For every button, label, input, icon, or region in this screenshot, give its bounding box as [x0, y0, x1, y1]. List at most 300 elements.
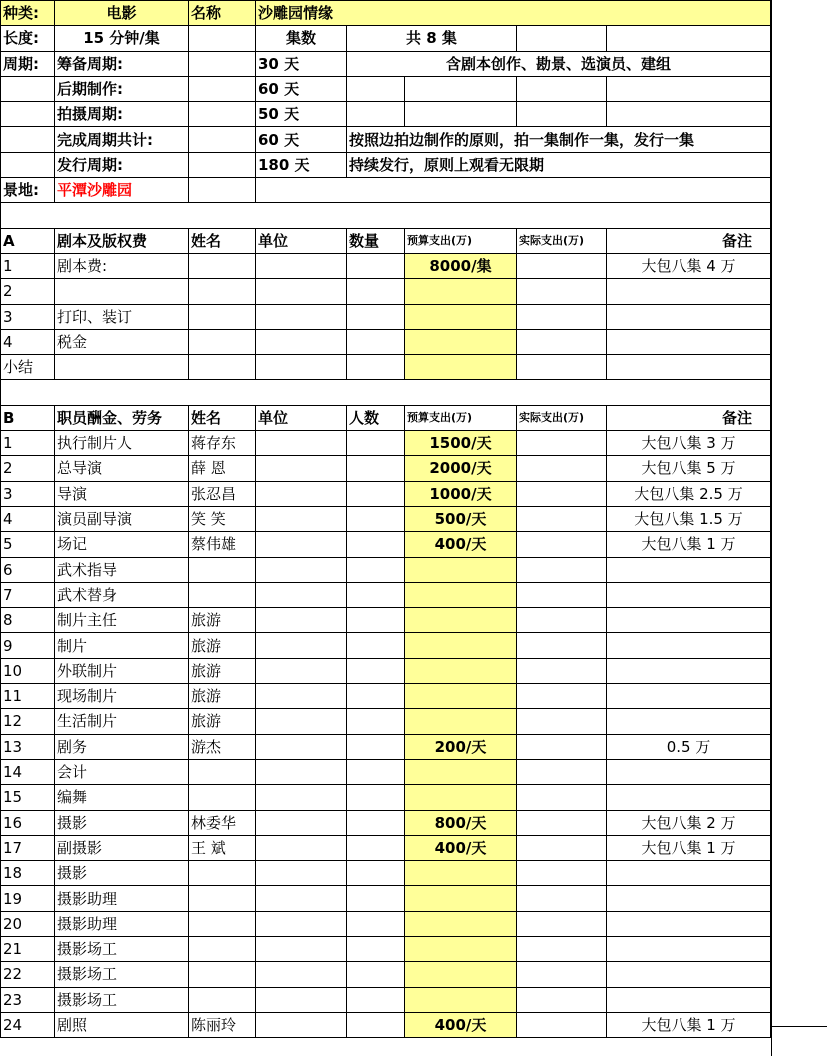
table-row	[1, 936, 771, 961]
row-unit[interactable]	[256, 684, 347, 709]
table-row	[1, 785, 771, 810]
row-count[interactable]	[347, 253, 405, 278]
row-actual[interactable]	[517, 279, 607, 304]
row-actual[interactable]	[517, 911, 607, 936]
row-name[interactable]: 旅游	[189, 684, 256, 709]
row-note[interactable]: 大包八集 2.5 万	[607, 481, 771, 506]
row-name[interactable]	[189, 557, 256, 582]
row-note[interactable]	[607, 304, 771, 329]
row-actual[interactable]	[517, 709, 607, 734]
row-actual[interactable]	[517, 355, 607, 380]
release-label: 发行周期:	[55, 152, 189, 177]
row-name[interactable]: 旅游	[189, 633, 256, 658]
type-row	[1, 1, 771, 26]
post-value[interactable]: 60 天	[256, 76, 347, 101]
row-note[interactable]: 大包八集 1.5 万	[607, 506, 771, 531]
row-budget[interactable]	[405, 355, 517, 380]
row-name[interactable]: 薛 恩	[189, 456, 256, 481]
row-note[interactable]	[607, 355, 771, 380]
row-unit[interactable]	[256, 279, 347, 304]
table-row	[1, 304, 771, 329]
row-number: 4	[1, 506, 55, 531]
type-label: 种类:	[1, 1, 55, 26]
row-note[interactable]	[607, 329, 771, 354]
row-actual[interactable]	[517, 253, 607, 278]
row-name[interactable]: 王 斌	[189, 835, 256, 860]
row-name[interactable]	[189, 759, 256, 784]
table-row	[1, 329, 771, 354]
row-unit[interactable]	[256, 835, 347, 860]
table-row	[1, 962, 771, 987]
row-count[interactable]	[347, 684, 405, 709]
row-count[interactable]	[347, 304, 405, 329]
col-unit-header: 单位	[256, 405, 347, 430]
row-name[interactable]	[189, 962, 256, 987]
table-row	[1, 835, 771, 860]
row-budget[interactable]	[405, 861, 517, 886]
row-actual[interactable]	[517, 304, 607, 329]
row-count[interactable]	[347, 355, 405, 380]
row-name[interactable]: 陈丽玲	[189, 1012, 256, 1037]
row-actual[interactable]	[517, 658, 607, 683]
row-actual[interactable]	[517, 557, 607, 582]
row-count[interactable]	[347, 582, 405, 607]
row-unit[interactable]	[256, 431, 347, 456]
col-budget-header: 预算支出(万)	[405, 405, 517, 430]
row-number: 1	[1, 253, 55, 278]
row-item[interactable]: 剧照	[55, 1012, 189, 1037]
row-unit[interactable]	[256, 253, 347, 278]
row-number: 2	[1, 279, 55, 304]
row-unit[interactable]	[256, 329, 347, 354]
row-count[interactable]	[347, 861, 405, 886]
row-note[interactable]: 0.5 万	[607, 734, 771, 759]
row-budget[interactable]: 200/天	[405, 734, 517, 759]
table-row	[1, 911, 771, 936]
shoot-value[interactable]: 50 天	[256, 102, 347, 127]
table-row	[1, 987, 771, 1012]
row-unit[interactable]	[256, 861, 347, 886]
table-row	[1, 709, 771, 734]
row-name[interactable]: 旅游	[189, 658, 256, 683]
row-number: 6	[1, 557, 55, 582]
row-number: 23	[1, 987, 55, 1012]
col-note-header: 备注	[607, 228, 771, 253]
prep-note[interactable]: 含剧本创作、勘景、选演员、建组	[347, 51, 771, 76]
row-budget[interactable]	[405, 329, 517, 354]
row-budget[interactable]	[405, 684, 517, 709]
row-actual[interactable]	[517, 608, 607, 633]
row-count[interactable]	[347, 633, 405, 658]
row-count[interactable]	[347, 532, 405, 557]
row-budget[interactable]	[405, 658, 517, 683]
row-unit[interactable]	[256, 810, 347, 835]
row-unit[interactable]	[256, 355, 347, 380]
row-count[interactable]	[347, 936, 405, 961]
row-actual[interactable]	[517, 532, 607, 557]
row-item[interactable]: 场记	[55, 532, 189, 557]
row-unit[interactable]	[256, 557, 347, 582]
row-count[interactable]	[347, 431, 405, 456]
row-name[interactable]: 旅游	[189, 709, 256, 734]
period-label: 周期:	[1, 51, 55, 76]
row-item[interactable]: 摄影	[55, 861, 189, 886]
col-note-header: 备注	[607, 405, 771, 430]
table-row	[1, 532, 771, 557]
row-number: 18	[1, 861, 55, 886]
row-item[interactable]: 摄影助理	[55, 886, 189, 911]
row-budget[interactable]: 400/天	[405, 532, 517, 557]
row-unit[interactable]	[256, 304, 347, 329]
row-name[interactable]: 旅游	[189, 608, 256, 633]
table-row	[1, 582, 771, 607]
row-name[interactable]	[189, 861, 256, 886]
row-count[interactable]	[347, 481, 405, 506]
row-item[interactable]	[55, 355, 189, 380]
row-unit[interactable]	[256, 785, 347, 810]
row-budget[interactable]	[405, 785, 517, 810]
row-name[interactable]: 蒋存东	[189, 431, 256, 456]
row-note[interactable]	[607, 684, 771, 709]
row-count[interactable]	[347, 962, 405, 987]
row-item[interactable]: 税金	[55, 329, 189, 354]
col-actual-header: 实际支出(万)	[517, 405, 607, 430]
location-value[interactable]: 平潭沙雕园	[55, 178, 189, 203]
row-number: 20	[1, 911, 55, 936]
row-note[interactable]	[607, 987, 771, 1012]
row-item[interactable]: 摄影助理	[55, 911, 189, 936]
row-budget[interactable]: 400/天	[405, 835, 517, 860]
row-unit[interactable]	[256, 962, 347, 987]
row-note[interactable]	[607, 911, 771, 936]
row-actual[interactable]	[517, 329, 607, 354]
row-budget[interactable]	[405, 936, 517, 961]
prep-label: 筹备周期:	[55, 51, 189, 76]
row-budget[interactable]	[405, 633, 517, 658]
post-row	[1, 76, 771, 101]
row-name[interactable]	[189, 911, 256, 936]
row-count[interactable]	[347, 810, 405, 835]
row-unit[interactable]	[256, 582, 347, 607]
row-name[interactable]	[189, 987, 256, 1012]
section-a-title: 剧本及版权费	[55, 228, 189, 253]
row-number: 17	[1, 835, 55, 860]
table-row	[1, 355, 771, 380]
row-item[interactable]: 摄影场工	[55, 962, 189, 987]
row-item[interactable]	[55, 279, 189, 304]
row-budget[interactable]	[405, 709, 517, 734]
row-unit[interactable]	[256, 911, 347, 936]
total-value[interactable]: 60 天	[256, 127, 347, 152]
row-note[interactable]	[607, 658, 771, 683]
row-note[interactable]: 大包八集 1 万	[607, 532, 771, 557]
row-count[interactable]	[347, 759, 405, 784]
row-item[interactable]: 制片	[55, 633, 189, 658]
row-actual[interactable]	[517, 1012, 607, 1037]
row-budget[interactable]: 800/天	[405, 810, 517, 835]
row-item[interactable]: 现场制片	[55, 684, 189, 709]
row-actual[interactable]	[517, 582, 607, 607]
row-name[interactable]: 蔡伟雄	[189, 532, 256, 557]
row-item[interactable]: 摄影	[55, 810, 189, 835]
row-count[interactable]	[347, 506, 405, 531]
table-row	[1, 633, 771, 658]
section-a-rows	[1, 253, 771, 379]
row-number: 8	[1, 608, 55, 633]
row-item[interactable]: 导演	[55, 481, 189, 506]
row-number: 10	[1, 658, 55, 683]
row-actual[interactable]	[517, 861, 607, 886]
row-item[interactable]: 会计	[55, 759, 189, 784]
row-number: 24	[1, 1012, 55, 1037]
row-note[interactable]	[607, 279, 771, 304]
section-b-header	[1, 405, 771, 430]
row-number: 22	[1, 962, 55, 987]
table-row	[1, 279, 771, 304]
col-qty-header: 人数	[347, 405, 405, 430]
row-item[interactable]: 总导演	[55, 456, 189, 481]
row-count[interactable]	[347, 734, 405, 759]
row-number: 11	[1, 684, 55, 709]
section-b-title: 职员酬金、劳务	[55, 405, 189, 430]
table-row	[1, 684, 771, 709]
type-value[interactable]: 电影	[55, 1, 189, 26]
row-count[interactable]	[347, 557, 405, 582]
row-number: 1	[1, 431, 55, 456]
spacer-row	[1, 380, 771, 405]
total-row	[1, 127, 771, 152]
row-actual[interactable]	[517, 987, 607, 1012]
col-actual-header: 实际支出(万)	[517, 228, 607, 253]
row-budget[interactable]: 400/天	[405, 1012, 517, 1037]
shoot-label: 拍摄周期:	[55, 102, 189, 127]
row-name[interactable]	[189, 355, 256, 380]
row-budget[interactable]	[405, 557, 517, 582]
row-name[interactable]: 林委华	[189, 810, 256, 835]
row-name[interactable]	[189, 936, 256, 961]
row-unit[interactable]	[256, 506, 347, 531]
prep-row	[1, 51, 771, 76]
row-actual[interactable]	[517, 506, 607, 531]
section-a-code: A	[1, 228, 55, 253]
table-row	[1, 608, 771, 633]
row-count[interactable]	[347, 329, 405, 354]
row-actual[interactable]	[517, 835, 607, 860]
section-a-header	[1, 228, 771, 253]
row-name[interactable]	[189, 329, 256, 354]
row-note[interactable]	[607, 886, 771, 911]
row-actual[interactable]	[517, 810, 607, 835]
row-name[interactable]: 游杰	[189, 734, 256, 759]
location-row	[1, 178, 771, 203]
row-note[interactable]	[607, 936, 771, 961]
row-item[interactable]: 剧务	[55, 734, 189, 759]
row-unit[interactable]	[256, 734, 347, 759]
row-unit[interactable]	[256, 759, 347, 784]
row-count[interactable]	[347, 911, 405, 936]
table-row	[1, 810, 771, 835]
row-number: 19	[1, 886, 55, 911]
location-label: 景地:	[1, 178, 55, 203]
table-row	[1, 481, 771, 506]
row-note[interactable]	[607, 557, 771, 582]
row-actual[interactable]	[517, 684, 607, 709]
row-actual[interactable]	[517, 481, 607, 506]
row-item[interactable]: 武术指导	[55, 557, 189, 582]
row-item[interactable]: 制片主任	[55, 608, 189, 633]
row-note[interactable]: 大包八集 3 万	[607, 431, 771, 456]
row-note[interactable]	[607, 962, 771, 987]
total-note[interactable]: 按照边拍边制作的原则，拍一集制作一集，发行一集	[347, 127, 771, 152]
name-value[interactable]: 沙雕园情缘	[256, 1, 771, 26]
shoot-row	[1, 102, 771, 127]
row-item[interactable]: 外联制片	[55, 658, 189, 683]
row-item[interactable]: 生活制片	[55, 709, 189, 734]
row-note[interactable]	[607, 785, 771, 810]
sheet-edge-line	[771, 1026, 827, 1027]
table-row	[1, 861, 771, 886]
prep-value[interactable]: 30 天	[256, 51, 347, 76]
row-number: 14	[1, 759, 55, 784]
row-actual[interactable]	[517, 886, 607, 911]
row-unit[interactable]	[256, 987, 347, 1012]
row-note[interactable]	[607, 633, 771, 658]
table-row	[1, 557, 771, 582]
row-budget[interactable]	[405, 987, 517, 1012]
row-actual[interactable]	[517, 962, 607, 987]
row-unit[interactable]	[256, 658, 347, 683]
col-qty-header: 数量	[347, 228, 405, 253]
row-item[interactable]: 打印、装订	[55, 304, 189, 329]
row-item[interactable]: 摄影场工	[55, 936, 189, 961]
row-unit[interactable]	[256, 709, 347, 734]
row-note[interactable]: 大包八集 5 万	[607, 456, 771, 481]
row-number: 小结	[1, 355, 55, 380]
row-count[interactable]	[347, 456, 405, 481]
row-count[interactable]	[347, 1012, 405, 1037]
row-unit[interactable]	[256, 532, 347, 557]
row-budget[interactable]: 1000/天	[405, 481, 517, 506]
row-note[interactable]	[607, 861, 771, 886]
row-name[interactable]: 笑 笑	[189, 506, 256, 531]
row-name[interactable]: 张忍昌	[189, 481, 256, 506]
row-budget[interactable]	[405, 582, 517, 607]
row-count[interactable]	[347, 886, 405, 911]
row-number: 15	[1, 785, 55, 810]
table-row	[1, 253, 771, 278]
row-unit[interactable]	[256, 481, 347, 506]
row-unit[interactable]	[256, 936, 347, 961]
row-unit[interactable]	[256, 1012, 347, 1037]
length-label: 长度:	[1, 26, 55, 51]
row-item[interactable]: 演员副导演	[55, 506, 189, 531]
release-note[interactable]: 持续发行，原则上观看无限期	[347, 152, 771, 177]
row-budget[interactable]: 1500/天	[405, 431, 517, 456]
row-item[interactable]: 编舞	[55, 785, 189, 810]
row-item[interactable]: 摄影场工	[55, 987, 189, 1012]
row-note[interactable]	[607, 759, 771, 784]
row-count[interactable]	[347, 987, 405, 1012]
row-budget[interactable]: 500/天	[405, 506, 517, 531]
release-value[interactable]: 180 天	[256, 152, 347, 177]
row-budget[interactable]	[405, 304, 517, 329]
row-item[interactable]: 武术替身	[55, 582, 189, 607]
row-count[interactable]	[347, 658, 405, 683]
row-name[interactable]	[189, 886, 256, 911]
row-number: 12	[1, 709, 55, 734]
episodes-label: 集数	[256, 26, 347, 51]
row-budget[interactable]	[405, 279, 517, 304]
row-unit[interactable]	[256, 633, 347, 658]
row-actual[interactable]	[517, 759, 607, 784]
row-actual[interactable]	[517, 785, 607, 810]
table-row	[1, 456, 771, 481]
row-budget[interactable]	[405, 608, 517, 633]
row-item[interactable]: 副摄影	[55, 835, 189, 860]
row-name[interactable]	[189, 785, 256, 810]
col-unit-header: 单位	[256, 228, 347, 253]
row-item[interactable]: 剧本费:	[55, 253, 189, 278]
table-row	[1, 759, 771, 784]
row-count[interactable]	[347, 835, 405, 860]
row-budget[interactable]	[405, 759, 517, 784]
row-count[interactable]	[347, 608, 405, 633]
row-budget[interactable]	[405, 886, 517, 911]
row-budget[interactable]: 8000/集	[405, 253, 517, 278]
name-label: 名称	[189, 1, 256, 26]
row-note[interactable]: 大包八集 2 万	[607, 810, 771, 835]
row-number: 3	[1, 304, 55, 329]
row-unit[interactable]	[256, 886, 347, 911]
row-note[interactable]: 大包八集 1 万	[607, 835, 771, 860]
row-note[interactable]: 大包八集 1 万	[607, 1012, 771, 1037]
row-name[interactable]	[189, 582, 256, 607]
row-note[interactable]: 大包八集 4 万	[607, 253, 771, 278]
row-note[interactable]	[607, 582, 771, 607]
row-budget[interactable]: 2000/天	[405, 456, 517, 481]
row-actual[interactable]	[517, 633, 607, 658]
length-row	[1, 26, 771, 51]
row-actual[interactable]	[517, 936, 607, 961]
row-count[interactable]	[347, 785, 405, 810]
row-name[interactable]	[189, 304, 256, 329]
row-count[interactable]	[347, 709, 405, 734]
row-note[interactable]	[607, 709, 771, 734]
row-number: 9	[1, 633, 55, 658]
row-number: 7	[1, 582, 55, 607]
col-name-header: 姓名	[189, 405, 256, 430]
row-name[interactable]	[189, 279, 256, 304]
row-count[interactable]	[347, 279, 405, 304]
row-item[interactable]: 执行制片人	[55, 431, 189, 456]
release-row	[1, 152, 771, 177]
row-budget[interactable]	[405, 911, 517, 936]
row-name[interactable]	[189, 253, 256, 278]
row-actual[interactable]	[517, 431, 607, 456]
row-number: 5	[1, 532, 55, 557]
row-actual[interactable]	[517, 734, 607, 759]
length-value[interactable]: 15 分钟/集	[55, 26, 189, 51]
episodes-value[interactable]: 共 8 集	[347, 26, 517, 51]
row-budget[interactable]	[405, 962, 517, 987]
table-row	[1, 658, 771, 683]
row-actual[interactable]	[517, 456, 607, 481]
row-unit[interactable]	[256, 608, 347, 633]
table-row	[1, 431, 771, 456]
row-unit[interactable]	[256, 456, 347, 481]
row-note[interactable]	[607, 608, 771, 633]
row-number: 16	[1, 810, 55, 835]
